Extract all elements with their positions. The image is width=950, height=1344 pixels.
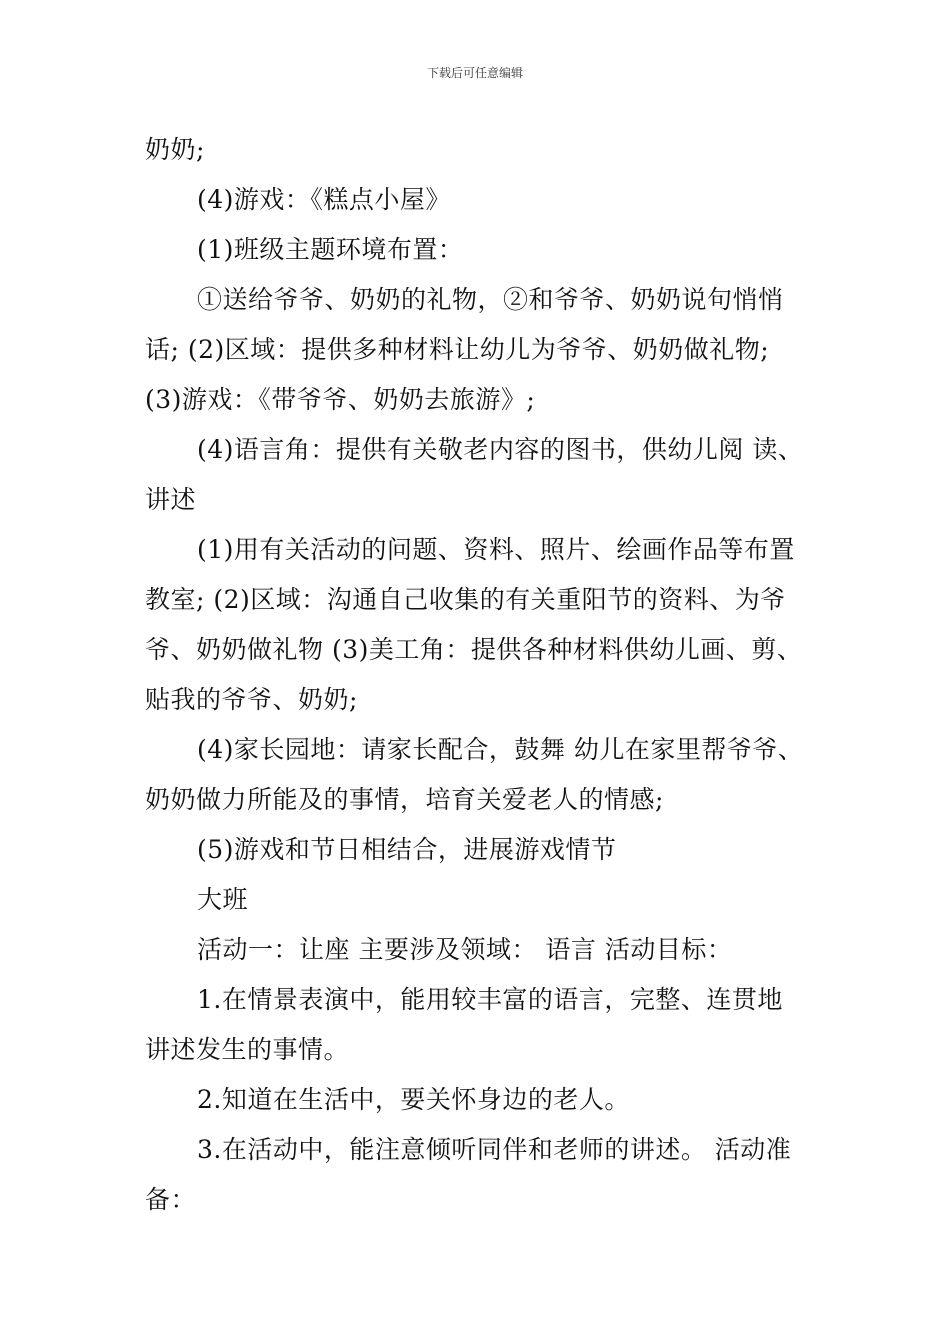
text-line: (4)家长园地：请家长配合，鼓舞 幼儿在家里帮爷爷、 (197, 735, 804, 764)
text-line: 教室; (2)区域：沟通自己收集的有关重阳节的资料、为爷 (145, 585, 786, 614)
text-line: 话; (2)区域：提供多种材料让幼儿为爷爷、奶奶做礼物; (145, 335, 770, 364)
text-line: 奶奶做力所能及的事情，培育关爱老人的情感; (145, 785, 664, 814)
text-line: 讲述 (145, 485, 197, 514)
text-line: ①送给爷爷、奶奶的礼物，②和爷爷、奶奶说句悄悄 (197, 285, 784, 314)
text-line: 备： (145, 1185, 197, 1214)
text-line: 3.在活动中，能注意倾听同伴和老师的讲述。 活动准 (197, 1135, 792, 1164)
text-line: (4)语言角：提供有关敬老内容的图书，供幼儿阅 读、 (197, 435, 804, 464)
text-line: 2.知道在生活中，要关怀身边的老人。 (197, 1085, 630, 1114)
text-line: (1)班级主题环境布置： (197, 235, 464, 264)
text-line: 活动一：让座 主要涉及领域： 语言 活动目标： (197, 935, 733, 964)
text-line: 爷、奶奶做礼物 (3)美工角：提供各种材料供幼儿画、剪、 (145, 635, 803, 664)
text-line: 讲述发生的事情。 (145, 1035, 350, 1064)
text-line: (5)游戏和节日相结合，进展游戏情节 (197, 835, 617, 864)
text-line: 大班 (197, 885, 249, 914)
text-line: 1.在情景表演中，能用较丰富的语言，完整、连贯地 (197, 985, 783, 1014)
text-line: (3)游戏：《带爷爷、奶奶去旅游》; (145, 385, 536, 414)
text-line: (4)游戏：《糕点小屋》 (197, 185, 451, 214)
text-line: 奶奶; (145, 135, 205, 164)
text-line: (1)用有关活动的问题、资料、照片、绘画作品等布置 (197, 535, 795, 564)
page-header-note: 下载后可任意编辑 (426, 66, 523, 80)
text-line: 贴我的爷爷、奶奶; (145, 685, 358, 714)
